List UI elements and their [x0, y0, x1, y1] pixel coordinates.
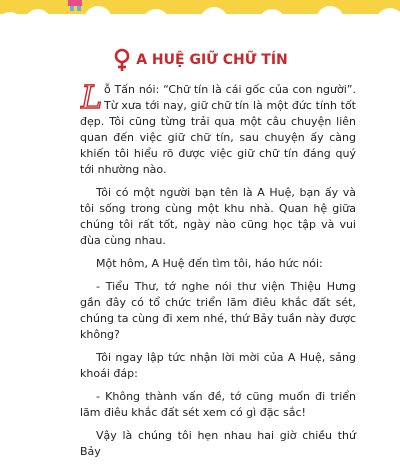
- paragraph-7: Vậy là chúng tôi hẹn nhau hai giờ chiều thứ Bảy: [80, 429, 356, 458]
- cloud-banner: [0, 0, 400, 34]
- paragraph-4: - Tiểu Thư, tớ nghe nói thư viện Thiệu Hưng gần đây có tổ chức triển lãm điêu khắc đất sét, chúng ta cùng đi xem nhé, thứ Bảy tuần này được không?: [80, 280, 356, 341]
- female-symbol-icon: [112, 48, 132, 72]
- paragraph-6: - Không thành vấn đề, tớ cũng muốn đi triển lãm điêu khắc đất sét xem có gì đặc sắc!: [80, 390, 356, 419]
- paragraph-1-text: ỗ Tấn nói: “Chữ tín là cái gốc của con người”. Từ xưa tới nay, giữ chữ tín là một đức tính tốt đẹp. Tôi cũng từng trải qua một câu chuyện liên quan đến việc giữ chữ tín, sau chuyện ấy càng khiến tôi hiểu rõ được việc giữ chữ tín đáng quý tới nhường nào.: [80, 83, 356, 176]
- paragraph-1: [80, 82, 356, 178]
- dropcap-letter: [80, 80, 102, 114]
- paragraph-3: Một hôm, A Huệ đến tìm tôi, háo hức nói:: [96, 257, 323, 270]
- paragraph-5: Tôi ngay lập tức nhận lời mời của A Huệ, sảng khoái đáp:: [80, 351, 356, 380]
- article-body: [80, 82, 356, 467]
- title-row: [0, 50, 400, 70]
- paragraph-2: Tôi có một người bạn tên là A Huệ, bạn ấy và tôi sống trong cùng một khu nhà. Quan hệ giữa chúng tôi rất tốt, ngày nào cũng học tập và vui đùa cùng nhau.: [80, 186, 356, 247]
- svg-text:L: L: [81, 80, 102, 114]
- page-title: A HUỆ GIỮ CHỮ TÍN: [136, 52, 288, 68]
